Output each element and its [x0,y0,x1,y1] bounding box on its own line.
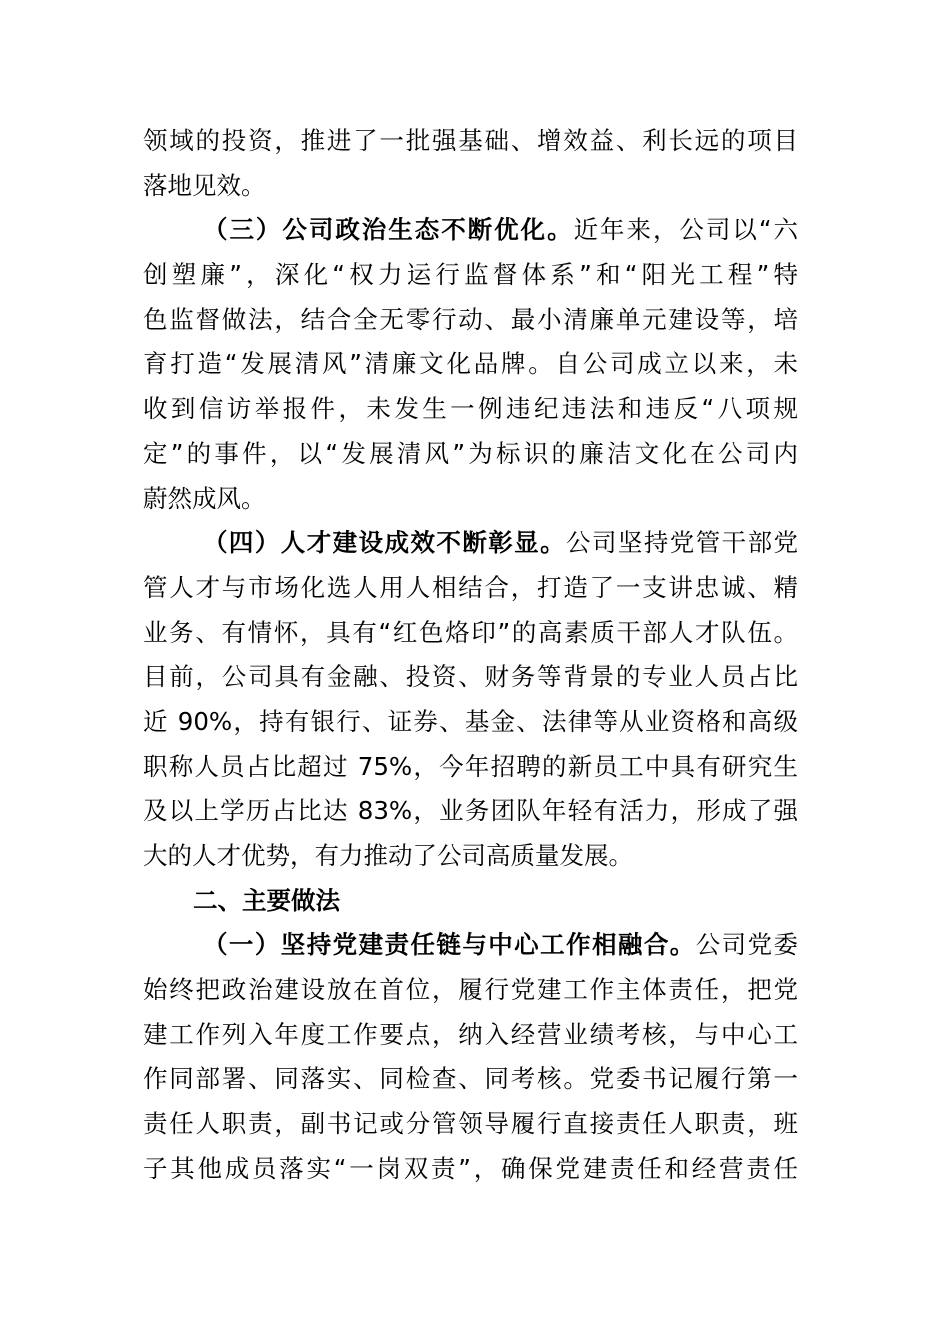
document-body [143,119,798,1192]
text-line: 近 90%，持有银行、证券、基金、法律等从业资格和高级 [143,706,798,736]
paragraph-start-line: （三）公司政治生态不断优化。近年来，公司以“六 [203,215,798,245]
text-line: 落地见效。 [143,170,266,200]
text-line: 管人才与市场化选人用人相结合，打造了一支讲忠诚、精 [143,572,798,602]
text-line: 收到信访举报件，未发生一例违纪违法和违反“八项规 [143,394,798,424]
paragraph-heading: （三）公司政治生态不断优化。 [203,215,574,245]
paragraph-start-line: （四）人才建设成效不断彰显。公司坚持党管干部党 [203,528,799,558]
text-line: 业务、有情怀，具有“红色烙印”的高素质干部人才队伍。 [143,617,798,647]
text-line: 目前，公司具有金融、投资、财务等背景的专业人员占比 [143,662,798,692]
text-line: 始终把政治建设放在首位，履行党建工作主体责任，把党 [143,975,798,1005]
text-line: 色监督做法，结合全无零行动、最小清廉单元建设等，培 [143,304,798,334]
section-heading [143,879,798,924]
text-line: 定”的事件，以“发展清风”为标识的廉洁文化在公司内 [143,438,798,468]
text-line: 创塑廉”，深化“权力运行监督体系”和“阳光工程”特 [143,260,798,290]
text-line: 大的人才优势，有力推动了公司高质量发展。 [143,841,633,870]
section-title: 二、主要做法 [193,885,340,915]
text-line: 领域的投资，推进了一批强基础、增效益、利长远的项目 [143,126,798,155]
text-line: 育打造“发展清风”清廉文化品牌。自公司成立以来，未 [143,349,798,379]
text-line: 蔚然成风。 [143,483,266,513]
text-line: 子其他成员落实“一岗双责”，确保党建责任和经营责任 [143,1153,798,1183]
text-line: 建工作列入年度工作要点，纳入经营业绩考核，与中心工 [143,1019,798,1049]
paragraph-heading: （四）人才建设成效不断彰显。 [203,528,567,558]
text-line: 职称人员占比超过 75%，今年招聘的新员工中具有研究生 [143,751,798,781]
paragraph-start-line: （一）坚持党建责任链与中心工作相融合。公司党委 [203,930,798,960]
text-line: 及以上学历占比达 83%，业务团队年轻有活力，形成了强 [143,796,798,826]
text-line: 作同部署、同落实、同检查、同考核。党委书记履行第一 [143,1064,798,1094]
text-line: 责任人职责，副书记或分管领导履行直接责任人职责，班 [143,1109,798,1139]
paragraph-heading: （一）坚持党建责任链与中心工作相融合。 [203,930,696,960]
